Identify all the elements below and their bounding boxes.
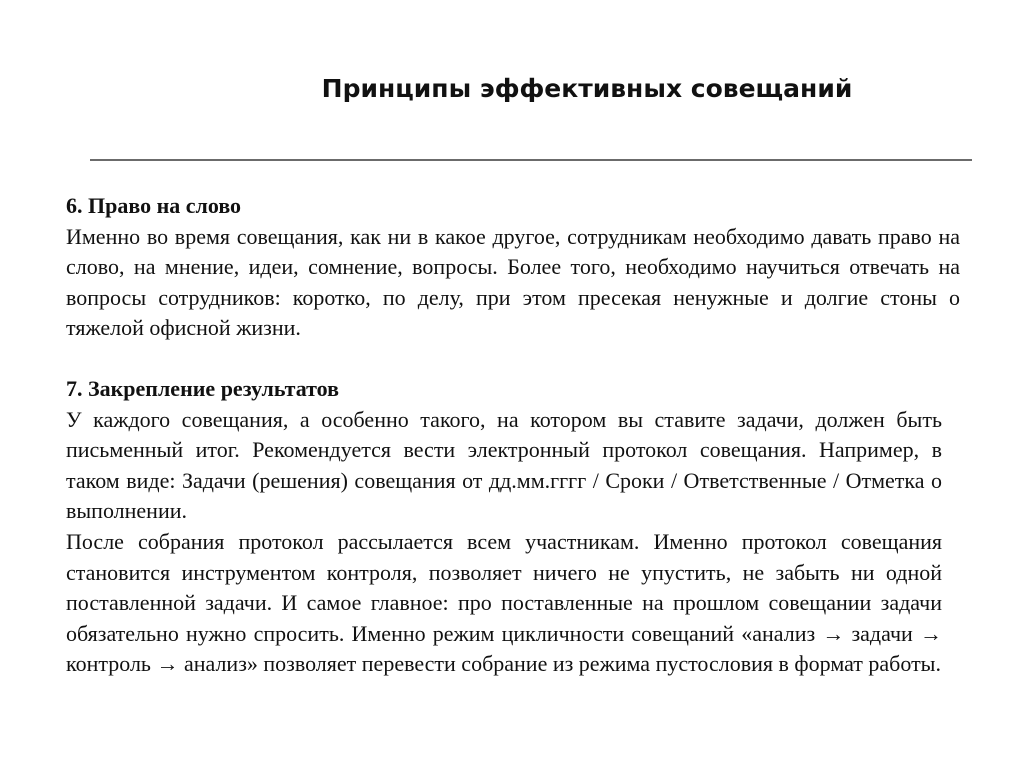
section-paragraph: После собрания протокол рассылается всем участникам. Именно протокол совещания становится инструментом контроля, позволяет ничего не упустить, не забыть ни одной поставленной задачи. И самое главное: про поставленные на прошлом совещании задачи обязательно нужно спросить. Именно режим цикличности совещаний «анализ → задачи → контроль → анализ» позволяет перевести собрание из режима пустословия в формат работы. (66, 528, 942, 677)
section-right-to-speak (66, 191, 960, 344)
section-paragraph: У каждого совещания, а особенно такого, на котором вы ставите задачи, должен быть письменный итог. Рекомендуется вести электронный протокол совещания. Например, в таком виде: Задачи (решения) совещания от дд.мм.гггг / Сроки / Ответственные / Отметка о выполнении. (66, 406, 942, 524)
section-fixing-results (66, 374, 960, 680)
slide-body (66, 191, 960, 680)
section-heading: 7. Закрепление результатов (66, 375, 340, 401)
title-divider (90, 159, 972, 161)
slide-title: Принципы эффективных совещаний (321, 74, 853, 103)
section-paragraph: Именно во время совещания, как ни в какое другое, сотрудникам необходимо давать право на слово, на мнение, идеи, сомнение, вопросы. Более того, необходимо научиться отвечать на вопросы сотрудников: коротко, по делу, при этом пресекая ненужные и долгие стоны о тяжелой офисной жизни. (66, 223, 960, 341)
section-heading: 6. Право на слово (66, 193, 242, 218)
